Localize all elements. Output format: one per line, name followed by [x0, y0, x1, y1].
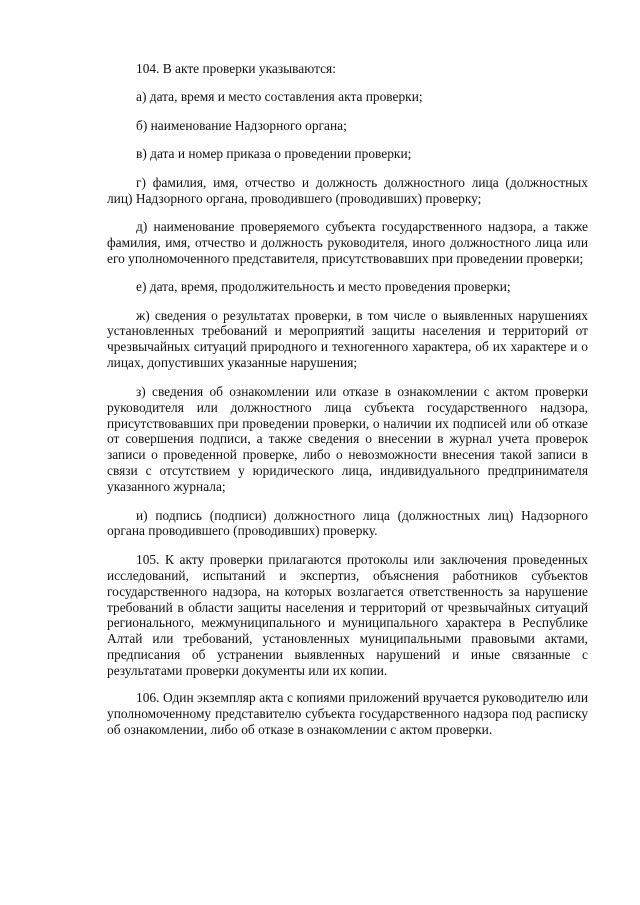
- paragraph-item-e: е) дата, время, продолжительность и место проведения проверки;: [136, 279, 511, 295]
- paragraph-item-v: в) дата и номер приказа о проведении проверки;: [136, 146, 412, 162]
- paragraph-104-heading: 104. В акте проверки указываются:: [136, 61, 336, 76]
- document-body: [107, 61, 588, 750]
- paragraph-item-a: а) дата, время и место составления акта проверки;: [136, 89, 423, 105]
- paragraph-105: 105. К акту проверки прилагаются протоколы или заключения проведенных исследований, испытаний и экспертиз, объяснения работников субъектов государственного надзора, на которых возлагается ответственность за нарушение требований в области защиты населения и территорий от чрезвычайных ситуаций регионального, межмуниципального и муниципального характера в Республике Алтай или требований, установленных муниципальными правовыми актами, предписания об устранении выявленных нарушений и иные связанные с результатами проверки документы или их копии.: [107, 551, 588, 679]
- paragraph-item-b: б) наименование Надзорного органа;: [136, 117, 347, 133]
- paragraph-106: 106. Один экземпляр акта с копиями приложений вручается руководителю или уполномоченному представителю субъекта государственного надзора под расписку об ознакомлении, либо об отказе в ознакомлении с актом проверки.: [107, 690, 588, 737]
- paragraph-item-d: д) наименование проверяемого субъекта государственного надзора, а также фамилия, имя, отчество и должность руководителя, иного должностного лица или его уполномоченного представителя, присутствовавших при проведении проверки;: [107, 218, 588, 266]
- paragraph-item-zh: ж) сведения о результатах проверки, в том числе о выявленных нарушениях установленных требований и мероприятий защиты населения и территорий от чрезвычайных ситуаций природного и техногенного характера, об их характере и о лицах, допустивших указанные нарушения;: [107, 307, 588, 371]
- paragraph-item-i: и) подпись (подписи) должностного лица (должностных лиц) Надзорного органа проводившего (проводивших) проверку.: [107, 507, 588, 539]
- paragraph-item-z: з) сведения об ознакомлении или отказе в ознакомлении с актом проверки руководителя или должностного лица субъекта государственного надзора, присутствовавших при проведении проверки, о наличии их подписей или об отказе от совершения подписи, а также сведения о внесении в журнал учета проверок записи о проведенной проверке, либо о невозможности внесения такой записи в связи с отсутствием у юридического лица, индивидуального предпринимателя указанного журнала;: [107, 383, 588, 495]
- paragraph-item-g: г) фамилия, имя, отчество и должность должностного лица (должностных лиц) Надзорного органа, проводившего (проводивших) проверку;: [107, 174, 588, 206]
